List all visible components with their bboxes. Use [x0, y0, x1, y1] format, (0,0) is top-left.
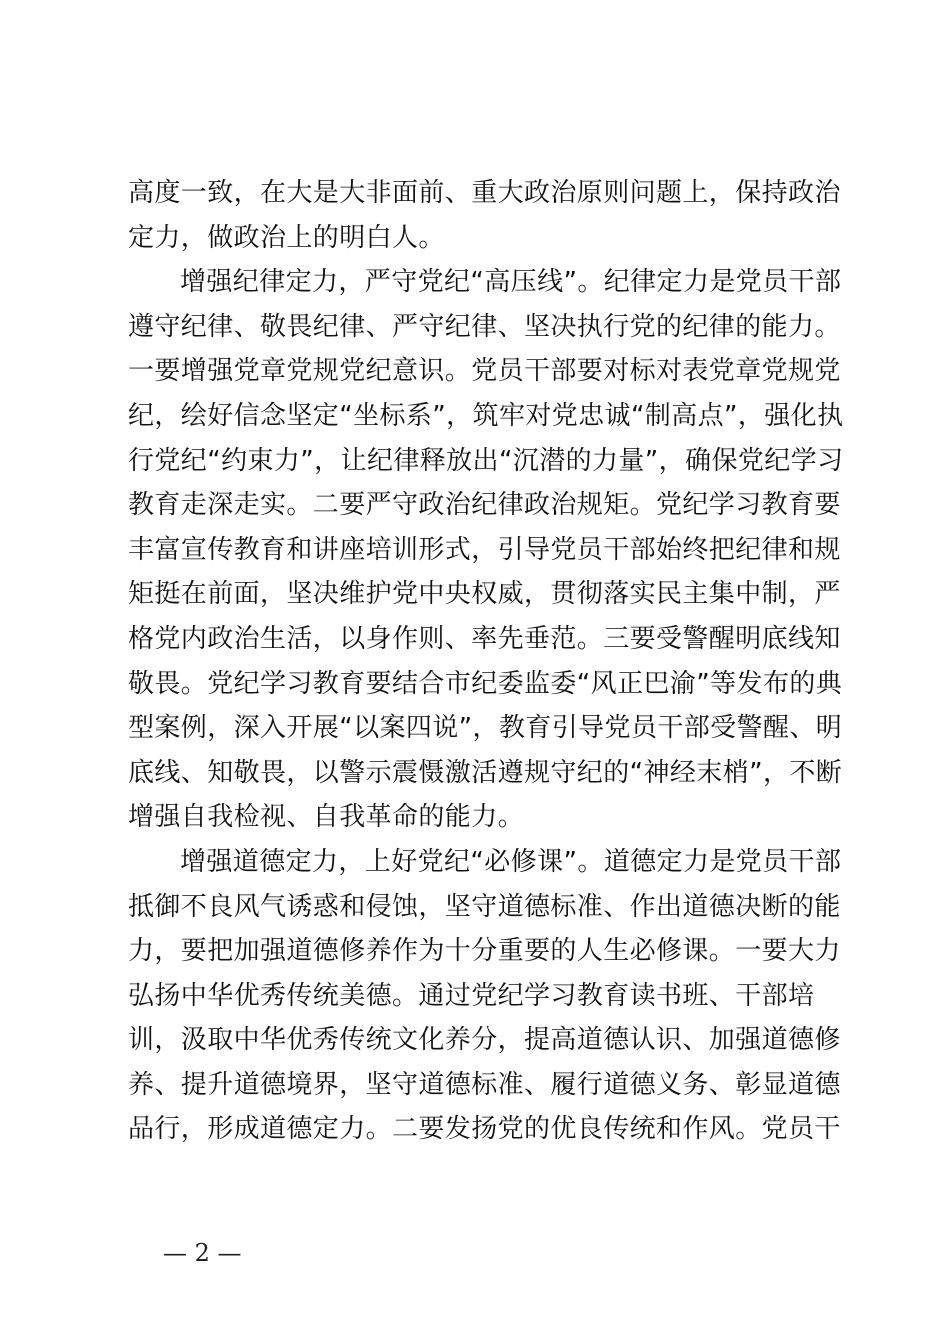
text-line: 敬畏。党纪学习教育要结合市纪委监委“风正巴渝”等发布的典 [128, 668, 843, 699]
text-line: 纪，绘好信念坚定“坐标系”，筑牢对党忠诚“制高点”，强化执 [128, 400, 844, 431]
text-line: 增强自我检视、自我革命的能力。 [128, 802, 525, 833]
text-line: 行党纪“约束力”，让纪律释放出“沉潜的力量”，确保党纪学习 [128, 445, 844, 476]
text-line: 抵御不良风气诱惑和侵蚀，坚守道德标准、作出道德决断的能 [128, 891, 841, 922]
text-line: 格党内政治生活，以身作则、率先垂范。三要受警醒明底线知 [128, 623, 841, 654]
text-line: 养、提升道德境界，坚守道德标准、履行道德义务、彰显道德 [128, 1069, 841, 1100]
page-number: — 2 — [163, 1239, 242, 1267]
text-line: 弘扬中华优秀传统美德。通过党纪学习教育读书班、干部培 [128, 980, 815, 1011]
text-line: 遵守纪律、敬畏纪律、严守纪律、坚决执行党的纪律的能力。 [128, 311, 841, 342]
text-line: 高度一致，在大是大非面前、重大政治原则问题上，保持政治 [128, 178, 841, 208]
text-line: 底线、知敬畏，以警示震慑激活遵规守纪的“神经末梢”，不断 [128, 757, 843, 788]
text-line: 力，要把加强道德修养作为十分重要的人生必修课。一要大力 [128, 936, 841, 967]
text-line: 矩挺在前面，坚决维护党中央权威，贯彻落实民主集中制，严 [128, 579, 841, 610]
text-line: 训，汲取中华优秀传统文化养分，提高道德认识、加强道德修 [128, 1025, 841, 1056]
document-body [128, 171, 844, 1152]
paragraph-start-line: 增强纪律定力，严守党纪“高压线”。纪律定力是党员干部 [180, 267, 842, 298]
text-line: 定力，做政治上的明白人。 [128, 222, 445, 253]
text-line: 一要增强党章党规党纪意识。党员干部要对标对表党章党规党 [128, 356, 841, 387]
paragraph-start-line: 增强道德定力，上好党纪“必修课”。道德定力是党员干部 [180, 846, 842, 877]
text-line: 教育走深走实。二要严守政治纪律政治规矩。党纪学习教育要 [128, 490, 841, 521]
text-line: 品行，形成道德定力。二要发扬党的优良传统和作风。党员干 [128, 1114, 841, 1145]
text-line: 型案例，深入开展“以案四说”，教育引导党员干部受警醒、明 [128, 713, 843, 744]
text-line: 丰富宣传教育和讲座培训形式，引导党员干部始终把纪律和规 [128, 534, 841, 565]
